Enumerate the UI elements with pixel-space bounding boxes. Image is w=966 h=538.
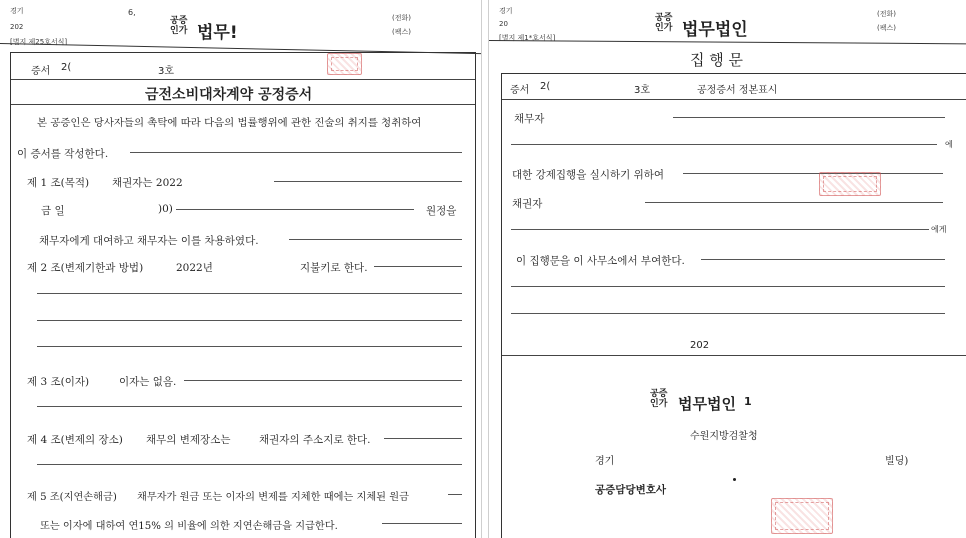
fill-line	[130, 152, 462, 153]
fill-line	[673, 117, 945, 118]
certificate-number-suffix: 3호	[158, 66, 175, 77]
article-2-text: 지불키로 한다.	[300, 262, 368, 274]
article-4-text: 채무의 변제장소는	[146, 434, 231, 446]
debtor-label: 채무자	[514, 113, 545, 125]
rule-line	[502, 99, 966, 100]
article-4-label: 제 4 조(변제의 장소)	[27, 434, 123, 446]
grant-text: 이 집행문을 이 사무소에서 부여한다.	[516, 255, 685, 267]
notary-firm-suffix: 1	[744, 395, 752, 408]
fill-line	[37, 346, 462, 347]
issue-date: 202	[690, 340, 710, 351]
header-address-line-2: 20	[499, 20, 508, 28]
prosecutor-office: 수원지방검찰청	[690, 431, 758, 442]
enforcement-text: 대한 강제집행을 실시하기 위하여	[512, 169, 665, 181]
notarial-deed-page	[0, 0, 482, 538]
law-firm-name: 법무법인	[682, 20, 748, 40]
amount-text: )0)	[158, 203, 173, 215]
article-1-text: 채권자는 2022	[112, 177, 183, 189]
fill-line	[645, 202, 943, 203]
header-address-line-2: 202	[10, 23, 24, 31]
article-3-label: 제 3 조(이자)	[27, 376, 90, 388]
header-address-line: 경기	[10, 7, 24, 15]
notary-authorization-label: 공증 인가	[655, 13, 673, 33]
fill-line	[184, 380, 462, 381]
fill-line	[37, 293, 462, 294]
fill-line	[511, 286, 945, 287]
amount-label: 금 일	[41, 205, 65, 217]
suffix-e: 에	[945, 140, 953, 149]
intro-text-2: 이 증서를 작성한다.	[17, 148, 109, 160]
form-code: [별지 제1*호서식]	[499, 34, 556, 42]
article-3-text: 이자는 없음.	[119, 376, 177, 388]
fax-label: (팩스)	[877, 24, 896, 32]
certificate-number-year: 2(	[61, 62, 72, 73]
fill-line	[274, 181, 462, 182]
suffix-ege: 에게	[931, 225, 947, 234]
article-1-label: 제 1 조(목적)	[27, 177, 90, 189]
fax-label: (팩스)	[392, 28, 411, 36]
notary-firm-name: 법무법인	[678, 395, 736, 413]
article-4-text-2: 채권자의 주소지로 한다.	[259, 434, 371, 446]
red-seal-stamp	[819, 172, 881, 196]
fill-line	[37, 406, 462, 407]
creditor-label: 채권자	[512, 198, 543, 210]
notary-lawyer-title: 공증담당변호사	[595, 484, 667, 496]
office-address-start: 경기	[595, 456, 615, 467]
certificate-number-label: 증서	[31, 66, 51, 77]
law-firm-name: 법무!	[197, 23, 238, 43]
fill-line	[701, 259, 945, 260]
article-5-text-2: 또는 이자에 대하여 연15% 의 비율에 의한 지연손해금을 지급한다.	[40, 521, 338, 532]
rule-line	[11, 79, 475, 80]
article-2-label: 제 2 조(변제기한과 방법)	[27, 262, 144, 274]
rule-line	[502, 355, 966, 356]
writ-frame	[501, 73, 966, 538]
phone-label: (전화)	[392, 14, 411, 22]
enforcement-writ-page	[488, 0, 966, 538]
header-address-line: 경기	[499, 7, 513, 15]
certificate-number-year: 2(	[540, 81, 551, 92]
intro-text: 본 공증인은 당사자들의 촉탁에 따라 다음의 법률행위에 관한 진술의 취지를 청취하여	[37, 117, 422, 129]
amount-suffix: 원정을	[426, 205, 457, 217]
certificate-number-suffix: 3호	[634, 85, 651, 96]
fill-line	[511, 144, 937, 145]
rule-line	[11, 104, 475, 105]
original-copy-label: 공정증서 정본표시	[697, 85, 778, 96]
phone-label: (전화)	[877, 10, 896, 18]
certificate-number-label: 증서	[510, 85, 530, 96]
notary-authorization-label: 공증 인가	[170, 16, 188, 36]
deed-title: 금전소비대차계약 공정증서	[145, 87, 313, 103]
article-5-label: 제 5 조(지연손해금)	[27, 492, 117, 503]
red-seal-stamp	[327, 53, 362, 75]
ink-mark	[733, 478, 736, 481]
form-code: [별지 제25호서식]	[10, 38, 68, 46]
office-address-end: 빌딩)	[885, 456, 909, 467]
writ-title: 집 행 문	[690, 51, 744, 69]
header-divider	[489, 40, 966, 44]
notary-authorization-label: 공증 인가	[650, 389, 668, 409]
fill-line	[37, 320, 462, 321]
fill-line	[448, 494, 462, 495]
lawyer-seal-stamp	[771, 498, 833, 534]
fill-line	[176, 209, 414, 210]
fill-line	[382, 523, 462, 524]
article-5-text: 채무자가 원금 또는 이자의 변제를 지체한 때에는 지체된 원금	[137, 492, 409, 503]
fill-line	[289, 239, 462, 240]
fill-line	[511, 229, 929, 230]
fill-line	[374, 266, 462, 267]
article-2-date: 2022년	[176, 262, 213, 274]
loan-statement: 채무자에게 대여하고 채무자는 이를 차용하였다.	[39, 235, 259, 247]
fill-line	[37, 464, 462, 465]
fill-line	[384, 438, 462, 439]
fill-line	[511, 313, 945, 314]
fill-line	[683, 173, 943, 174]
header-address-number: 6,	[128, 8, 136, 17]
